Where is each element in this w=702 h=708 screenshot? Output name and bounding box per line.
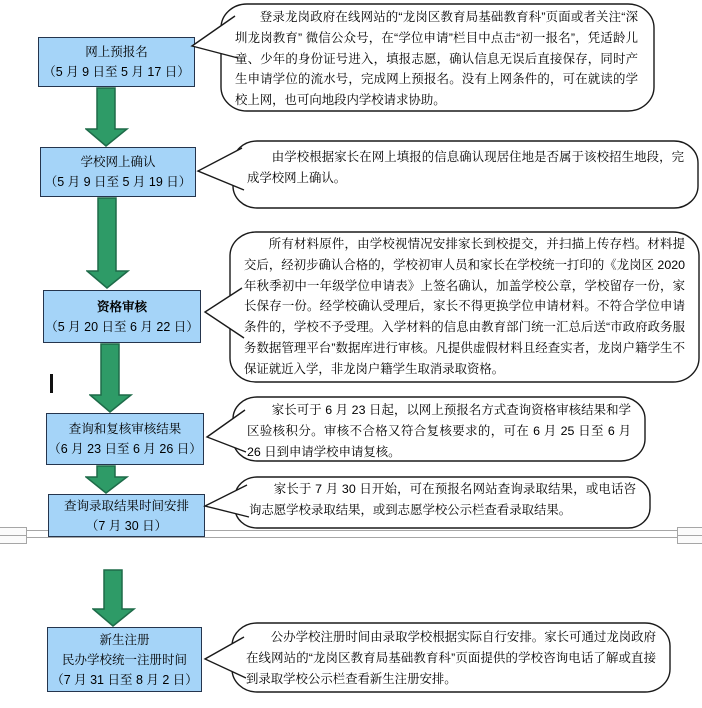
step-date: （7 月 31 日至 8 月 2 日）	[51, 672, 198, 687]
step-title: 查询录取结果时间安排	[63, 498, 189, 513]
step-title: 查询和复核审核结果	[68, 422, 182, 436]
callout-text: 所有材料原件，由学校视情况安排家长到校提交，并扫描上传存档。材料提交后，经初步确认合格的，学校初审人员和家长在学校统一打印的《龙岗区 2020 年秋季初中一年级学位申请表》上签名确认，加盖学校公章，学校留存一份，家长保存一份。经学校确认受理后，家长不得更换学位申请材料。不符合学位申请条件的，学校不予受理。入学材料的信息由教育部门统一汇总后送“市政府政务服务数据管理平台”数据库进行审核。凡提供虚假材料且经查实者，龙岗户籍学生不保证就近入学，非龙岗户籍学生取消录取资格。	[244, 237, 685, 376]
step-title: 新生注册	[99, 632, 150, 647]
callout-text: 家长可于 6 月 23 日起，以网上预报名方式查询资格审核结果和学区验核积分。审核不合格又符合复核要求的，可在 6 月 25 日至 6 月 26 日到申请学校申请复核。	[247, 403, 631, 459]
callout-admission-results-note	[203, 475, 652, 530]
callout-preregistration-note	[190, 2, 656, 114]
callout-text: 由学校根据家长在网上填报的信息确认现居住地是否属于该校招生地段，完成学校网上确认。	[247, 150, 684, 185]
page-break-line-bottom	[0, 537, 702, 538]
callout-registration-note	[203, 621, 673, 694]
flow-step-new-student-registration	[47, 627, 202, 692]
page-margin-mark-right-bottom	[677, 535, 702, 544]
down-arrow-icon	[85, 87, 129, 147]
callout-school-confirmation-note	[196, 139, 702, 210]
step-title: 资格审核	[96, 299, 147, 314]
down-arrow-icon	[89, 343, 133, 413]
down-arrow-icon	[92, 569, 136, 627]
callout-qualification-review-note	[203, 230, 702, 384]
flow-step-query-and-recheck-results	[46, 413, 204, 465]
down-arrow-icon	[86, 197, 130, 289]
step-date: （6 月 23 日至 6 月 26 日）	[48, 442, 202, 456]
step-subtitle: 民办学校统一注册时间	[61, 652, 187, 667]
flow-step-qualification-review	[43, 290, 201, 343]
step-title: 网上预报名	[85, 45, 148, 59]
callout-text: 公办学校注册时间由录取学校根据实际自行安排。家长可通过龙岗政府在线网站的“龙岗区教育局基础教育科”页面提供的学校咨询电话了解或直接到录取学校公示栏查看新生注册安排。	[246, 630, 656, 686]
step-date: （5 月 9 日至 5 月 17 日）	[43, 65, 190, 79]
step-title: 学校网上确认	[80, 155, 156, 169]
step-date: （5 月 9 日至 5 月 19 日）	[44, 175, 192, 189]
page-margin-mark-left-bottom	[0, 535, 27, 544]
down-arrow-icon	[85, 465, 129, 494]
step-date: （5 月 20 日至 6 月 22 日）	[45, 319, 199, 334]
step-date: （7 月 30 日）	[85, 518, 168, 533]
flow-step-school-online-confirmation	[40, 147, 196, 197]
callout-text: 登录龙岗政府在线网站的“龙岗区教育局基础教育科”页面或者关注“深圳龙岗教育” 微信公众号，在“学位申请”栏目中点击“初一报名”，凭适龄儿童、少年的身份证号进入，填报志愿，确认信息无误后直接保存，同时产生申请学位的流水号，完成网上预报名。没有上网条件的，可在就读的学校上网，也可向地段内学校请求协助。	[235, 10, 638, 108]
text-cursor-mark	[50, 374, 53, 393]
flow-step-online-preregistration	[38, 37, 195, 87]
callout-text: 家长于 7 月 30 日开始，可在预报名网站查询录取结果，或电话咨询志愿学校录取结果，或到志愿学校公示栏查看录取结果。	[249, 482, 636, 517]
callout-recheck-results-note	[205, 395, 647, 463]
flow-step-query-admission-results	[48, 494, 205, 537]
